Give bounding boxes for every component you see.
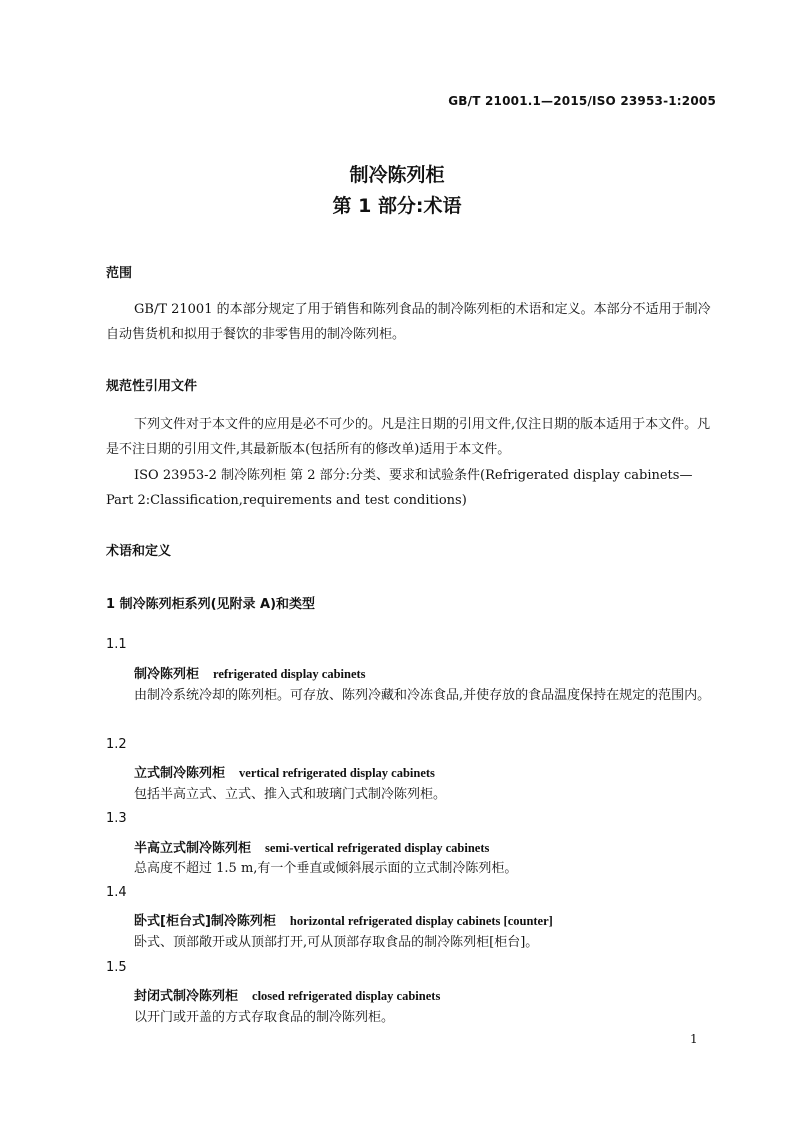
normative-references-heading: 规范性引用文件 (106, 379, 198, 394)
term-english-name: refrigerated display cabinets (213, 667, 366, 681)
term-definition: 由制冷系统冷却的陈列柜。可存放、陈列冷藏和冷冻食品,并使存放的食品温度保持在规定的范围内。 (134, 688, 711, 703)
term-english-name: closed refrigerated display cabinets (252, 989, 441, 1003)
term-chinese-name: 卧式[柜台式]制冷陈列柜 (134, 914, 276, 929)
normative-text-1: 下列文件对于本文件的应用是必不可少的。凡是注日期的引用文件,仅注日期的版本适用于本文件。凡是不注日期的引用文件,其最新版本(包括所有的修改单)适用于本文件。 (106, 417, 711, 457)
term-title (134, 837, 489, 856)
term-chinese-name: 制冷陈列柜 (134, 667, 200, 682)
term-english-name: vertical refrigerated display cabinets (239, 766, 435, 780)
scope-text: GB/T 21001 的本部分规定了用于销售和陈列食品的制冷陈列柜的术语和定义。本部分不适用于制冷自动售货机和拟用于餐饮的非零售用的制冷陈列柜。 (106, 302, 711, 342)
normative-text-2: ISO 23953-2 制冷陈列柜 第 2 部分:分类、要求和试验条件(Refrigerated display cabinets—Part 2:Classification,requirements and test conditions) (106, 468, 693, 508)
term-chinese-name: 立式制冷陈列柜 (134, 766, 226, 781)
term-number: 1.5 (106, 960, 127, 975)
scope-heading: 范围 (106, 266, 133, 281)
normative-paragraph-1 (106, 413, 718, 462)
term-title (134, 663, 366, 682)
term-number: 1.4 (106, 885, 127, 900)
terms-heading: 术语和定义 (106, 544, 172, 559)
term-definition: 卧式、顶部敞开或从顶部打开,可从顶部存取食品的制冷陈列柜[柜台]。 (134, 935, 539, 950)
term-definition: 以开门或开盖的方式存取食品的制冷陈列柜。 (134, 1010, 395, 1025)
term-english-name: horizontal refrigerated display cabinets [counter] (289, 914, 553, 928)
term-title (134, 762, 435, 781)
normative-paragraph-2 (106, 464, 718, 513)
term-number: 1.3 (106, 811, 127, 826)
document-title: 制冷陈列柜 (349, 164, 445, 186)
standard-number-header: GB/T 21001.1—2015/ISO 23953-1:2005 (448, 94, 716, 108)
term-english-name: semi-vertical refrigerated display cabinets (265, 841, 490, 855)
scope-paragraph (106, 298, 718, 347)
terms-section-1-heading: 1 制冷陈列柜系列(见附录 A)和类型 (106, 597, 316, 612)
term-number: 1.2 (106, 737, 127, 752)
term-chinese-name: 封闭式制冷陈列柜 (134, 989, 239, 1004)
term-definition: 包括半高立式、立式、推入式和玻璃门式制冷陈列柜。 (134, 787, 447, 802)
term-title (134, 910, 553, 929)
term-chinese-name: 半高立式制冷陈列柜 (134, 841, 252, 856)
term-number: 1.1 (106, 637, 127, 652)
page-number: 1 (690, 1032, 698, 1046)
term-title (134, 985, 440, 1004)
document-subtitle: 第 1 部分:术语 (332, 195, 462, 217)
term-definition: 总高度不超过 1.5 m,有一个垂直或倾斜展示面的立式制冷陈列柜。 (134, 861, 518, 876)
